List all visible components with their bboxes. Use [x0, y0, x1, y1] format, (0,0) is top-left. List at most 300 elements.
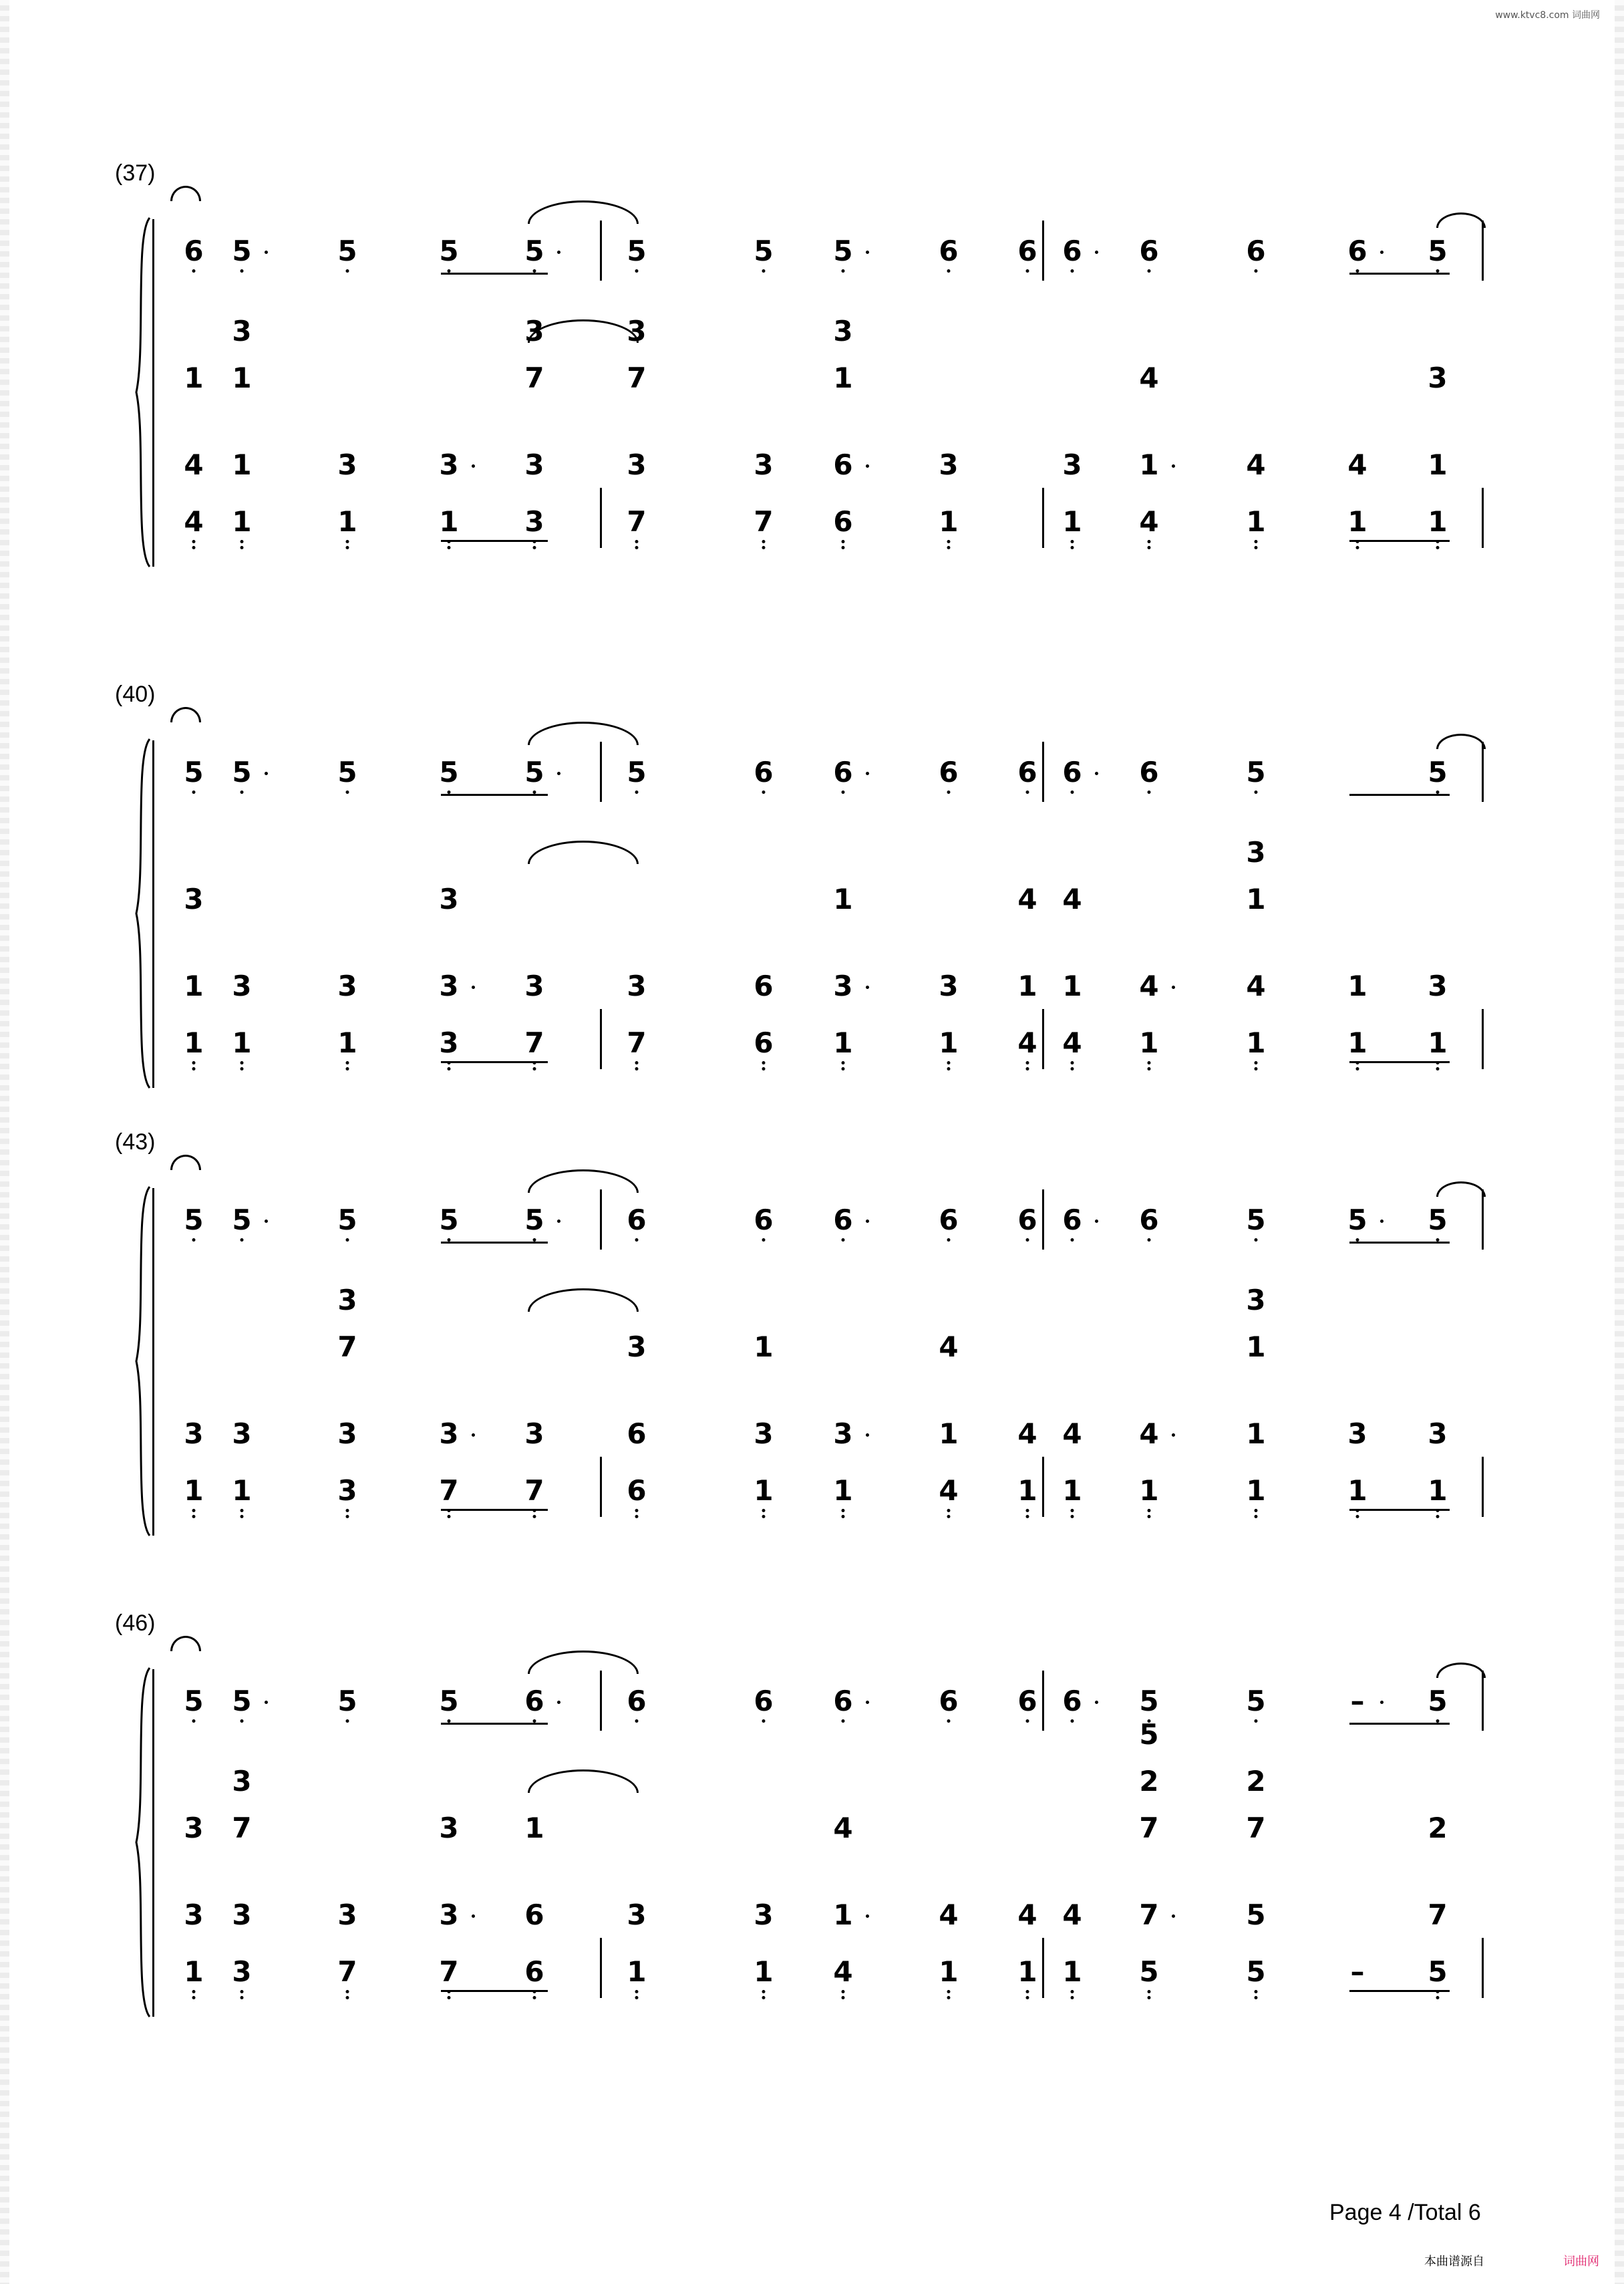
octave-dot	[346, 1990, 349, 1993]
note: 1	[439, 505, 459, 538]
note: 4	[1062, 1026, 1082, 1059]
octave-dot	[762, 791, 766, 794]
note: 1	[1017, 970, 1037, 1002]
octave-dot	[1148, 269, 1151, 273]
note: 7	[1139, 1812, 1159, 1844]
octave-dot	[842, 269, 845, 273]
octave-dot	[240, 1990, 244, 1993]
beam	[441, 273, 548, 275]
note: 6	[754, 1685, 774, 1717]
note: 5	[439, 1203, 459, 1236]
octave-dot	[1026, 1719, 1029, 1723]
octave-dot	[1255, 540, 1258, 543]
tie-slur	[1436, 1663, 1486, 1678]
note: 5	[1246, 1955, 1266, 1988]
page-indicator: Page 4 /Total 6	[1329, 2200, 1481, 2225]
octave-dot	[842, 1515, 845, 1518]
octave-dot	[240, 1509, 244, 1512]
note: 6	[754, 1203, 774, 1236]
barline	[600, 1189, 602, 1250]
octave-dot	[1255, 1719, 1258, 1723]
note: 1	[1347, 1474, 1367, 1507]
note: 3	[627, 448, 647, 481]
note: 3	[337, 1417, 357, 1450]
tie-slur	[170, 186, 201, 201]
note: 5	[833, 235, 853, 267]
octave-dot	[240, 1067, 244, 1070]
note: 6	[1062, 756, 1082, 789]
barline	[1042, 1189, 1044, 1250]
octave-dot	[1255, 1238, 1258, 1242]
tie-slur	[528, 841, 639, 864]
note: 4	[1139, 1417, 1159, 1450]
note: 1	[627, 1955, 647, 1988]
note: 3	[439, 1898, 459, 1931]
note: 6	[184, 235, 204, 267]
note: 3	[754, 448, 774, 481]
octave-dot	[192, 1719, 196, 1723]
note: 1	[1428, 505, 1448, 538]
barline	[1482, 1938, 1484, 1998]
note: 3	[337, 448, 357, 481]
augmentation-dot	[472, 464, 475, 468]
note: 6	[754, 970, 774, 1002]
octave-dot	[346, 546, 349, 549]
tie-slur	[170, 707, 201, 722]
note: 1	[939, 1026, 959, 1059]
note: 1	[1347, 970, 1367, 1002]
augmentation-dot	[557, 1220, 560, 1223]
octave-dot	[1148, 1061, 1151, 1064]
note: 6	[627, 1203, 647, 1236]
octave-dot	[762, 540, 766, 543]
note: 7	[232, 1812, 252, 1844]
octave-dot	[192, 540, 196, 543]
note: 6	[524, 1685, 544, 1717]
note: 4	[1017, 1417, 1037, 1450]
barline	[600, 488, 602, 548]
tie-slur	[528, 1769, 639, 1793]
note: 4	[1017, 883, 1037, 915]
octave-dot	[1148, 1515, 1151, 1518]
note: 7	[439, 1474, 459, 1507]
note: 6	[1017, 1203, 1037, 1236]
octave-dot	[240, 1061, 244, 1064]
octave-dot	[842, 1061, 845, 1064]
note: 3	[232, 1765, 252, 1798]
augmentation-dot	[557, 251, 560, 254]
note: 4	[1062, 883, 1082, 915]
octave-dot	[947, 1990, 951, 1993]
note: 4	[833, 1955, 853, 1988]
note: 3	[1062, 448, 1082, 481]
note: 5	[184, 1203, 204, 1236]
note: 7	[524, 362, 544, 394]
octave-dot	[1255, 269, 1258, 273]
octave-dot	[762, 1067, 766, 1070]
octave-dot	[1071, 1990, 1074, 1993]
note: 3	[439, 970, 459, 1002]
augmentation-dot	[1172, 464, 1175, 468]
note: 1	[232, 448, 252, 481]
beam	[441, 794, 548, 796]
note: 6	[939, 756, 959, 789]
octave-dot	[192, 1515, 196, 1518]
note: 7	[1246, 1812, 1266, 1844]
note: 6	[1139, 756, 1159, 789]
beam	[441, 540, 548, 542]
note: 3	[439, 1812, 459, 1844]
note: 3	[232, 1417, 252, 1450]
note: 6	[1062, 1203, 1082, 1236]
note: 4	[833, 1812, 853, 1844]
note: 5	[232, 1685, 252, 1717]
note: 1	[184, 970, 204, 1002]
note: 6	[627, 1417, 647, 1450]
bar-number: (46)	[115, 1610, 156, 1636]
note: 4	[939, 1898, 959, 1931]
octave-dot	[762, 269, 766, 273]
system-brace	[127, 736, 154, 1091]
note: 6	[524, 1955, 544, 1988]
octave-dot	[1071, 1996, 1074, 1999]
octave-dot	[1026, 1515, 1029, 1518]
note: 6	[939, 235, 959, 267]
barline	[1482, 1189, 1484, 1250]
note: 1	[1062, 970, 1082, 1002]
note: 2	[1428, 1812, 1448, 1844]
tie-slur	[1436, 212, 1486, 228]
augmentation-dot	[866, 772, 869, 775]
note: 3	[184, 1812, 204, 1844]
note: 6	[833, 1203, 853, 1236]
note: 5	[1428, 756, 1448, 789]
beam	[1349, 794, 1450, 796]
octave-dot	[1026, 1509, 1029, 1512]
octave-dot	[635, 540, 639, 543]
octave-dot	[346, 1067, 349, 1070]
note: 7	[627, 505, 647, 538]
note: 5	[232, 1203, 252, 1236]
note: 7	[524, 1474, 544, 1507]
note: 1	[184, 1955, 204, 1988]
system-brace	[127, 1665, 154, 2019]
tie-slur	[528, 722, 639, 745]
octave-dot	[1148, 1238, 1151, 1242]
octave-dot	[762, 1996, 766, 1999]
source-stamp: 本曲谱源自	[1424, 2255, 1484, 2269]
note: 6	[1062, 1685, 1082, 1717]
note: 5	[627, 756, 647, 789]
note: 1	[232, 1474, 252, 1507]
barline	[600, 1938, 602, 1998]
octave-dot	[192, 269, 196, 273]
octave-dot	[947, 546, 951, 549]
page-edge-left	[0, 0, 9, 2284]
note: 3	[232, 970, 252, 1002]
octave-dot	[346, 1238, 349, 1242]
note: 3	[524, 970, 544, 1002]
octave-dot	[1436, 1067, 1440, 1070]
barline	[1042, 1457, 1044, 1517]
note: 6	[627, 1685, 647, 1717]
octave-dot	[635, 1238, 639, 1242]
octave-dot	[192, 546, 196, 549]
octave-dot	[947, 1996, 951, 1999]
note: 5	[627, 235, 647, 267]
note: 7	[1428, 1898, 1448, 1931]
tie-slur	[528, 1169, 639, 1193]
octave-dot	[346, 269, 349, 273]
page-edge-right	[1615, 0, 1624, 2284]
augmentation-dot	[1380, 1701, 1384, 1704]
note: 1	[1428, 1474, 1448, 1507]
note: 7	[439, 1955, 459, 1988]
octave-dot	[762, 1509, 766, 1512]
note: 5	[337, 756, 357, 789]
note: 5	[1139, 1955, 1159, 1988]
octave-dot	[1026, 791, 1029, 794]
octave-dot	[635, 1509, 639, 1512]
octave-dot	[1026, 1996, 1029, 1999]
note: 1	[1246, 1417, 1266, 1450]
note: 5	[439, 235, 459, 267]
note: 1	[939, 1417, 959, 1450]
octave-dot	[635, 1061, 639, 1064]
octave-dot	[842, 1067, 845, 1070]
octave-dot	[635, 1067, 639, 1070]
note: 6	[1246, 235, 1266, 267]
beam	[1349, 1242, 1450, 1244]
octave-dot	[1356, 1515, 1359, 1518]
note: 6	[524, 1898, 544, 1931]
note: –	[1350, 1955, 1365, 1988]
note: 2	[1246, 1765, 1266, 1798]
note: 1	[1017, 1955, 1037, 1988]
note: 3	[939, 448, 959, 481]
note: 6	[627, 1474, 647, 1507]
augmentation-dot	[1380, 251, 1384, 254]
note: 3	[1347, 1417, 1367, 1450]
augmentation-dot	[1095, 1220, 1098, 1223]
note: 3	[184, 1898, 204, 1931]
note: 3	[184, 1417, 204, 1450]
octave-dot	[192, 1990, 196, 1993]
note: 7	[627, 1026, 647, 1059]
octave-dot	[240, 1515, 244, 1518]
octave-dot	[1071, 1061, 1074, 1064]
note: 5	[1428, 235, 1448, 267]
note: 1	[754, 1330, 774, 1363]
note: 3	[754, 1898, 774, 1931]
note: 1	[1246, 883, 1266, 915]
augmentation-dot	[472, 986, 475, 989]
octave-dot	[346, 540, 349, 543]
octave-dot	[192, 1996, 196, 1999]
tie-slur	[528, 1651, 639, 1674]
note: 5	[337, 1203, 357, 1236]
barline	[1042, 1009, 1044, 1069]
octave-dot	[1148, 540, 1151, 543]
note: 3	[939, 970, 959, 1002]
note: 7	[754, 505, 774, 538]
tie-slur	[170, 1636, 201, 1651]
octave-dot	[947, 269, 951, 273]
octave-dot	[240, 1238, 244, 1242]
beam	[441, 1509, 548, 1511]
note: 6	[1347, 235, 1367, 267]
octave-dot	[533, 1515, 536, 1518]
octave-dot	[1148, 1509, 1151, 1512]
note: 1	[939, 1955, 959, 1988]
tie-slur	[1436, 1181, 1486, 1197]
octave-dot	[346, 1719, 349, 1723]
octave-dot	[448, 1515, 451, 1518]
note: 3	[232, 315, 252, 347]
octave-dot	[1071, 269, 1074, 273]
octave-dot	[947, 1238, 951, 1242]
octave-dot	[635, 1996, 639, 1999]
note: 5	[754, 235, 774, 267]
augmentation-dot	[866, 464, 869, 468]
note: 5	[184, 1685, 204, 1717]
octave-dot	[1071, 1719, 1074, 1723]
note: 4	[1139, 970, 1159, 1002]
octave-dot	[1071, 546, 1074, 549]
note: 6	[833, 448, 853, 481]
note: 3	[439, 883, 459, 915]
tie-slur	[1436, 734, 1486, 749]
octave-dot	[1148, 1067, 1151, 1070]
note: 6	[1017, 1685, 1037, 1717]
augmentation-dot	[1095, 1701, 1098, 1704]
note: 7	[1139, 1898, 1159, 1931]
barline	[600, 1457, 602, 1517]
note: 5	[1428, 1203, 1448, 1236]
augmentation-dot	[866, 1220, 869, 1223]
note: 1	[1062, 1474, 1082, 1507]
note: 1	[524, 1812, 544, 1844]
octave-dot	[762, 1990, 766, 1993]
note: 4	[939, 1330, 959, 1363]
note: 1	[337, 505, 357, 538]
note: 3	[439, 1417, 459, 1450]
note: 5	[1428, 1955, 1448, 1988]
octave-dot	[1071, 1067, 1074, 1070]
tie-slur	[528, 1288, 639, 1312]
note: 4	[1062, 1417, 1082, 1450]
note: 5	[524, 1203, 544, 1236]
note: 5	[1139, 1685, 1159, 1717]
octave-dot	[635, 1515, 639, 1518]
note: 1	[1428, 1026, 1448, 1059]
beam	[1349, 1723, 1450, 1725]
note: 7	[337, 1955, 357, 1988]
note: 5	[439, 1685, 459, 1717]
octave-dot	[842, 546, 845, 549]
barline	[1482, 1457, 1484, 1517]
beam	[1349, 1061, 1450, 1063]
octave-dot	[1148, 546, 1151, 549]
system-brace	[127, 1184, 154, 1538]
note: 3	[439, 1026, 459, 1059]
octave-dot	[240, 540, 244, 543]
note: 3	[232, 1898, 252, 1931]
barline	[1482, 221, 1484, 281]
system-brace	[127, 215, 154, 569]
note: 3	[232, 1955, 252, 1988]
note: 3	[627, 315, 647, 347]
note: 4	[1139, 505, 1159, 538]
note: 1	[1347, 1026, 1367, 1059]
note: 5	[1428, 1685, 1448, 1717]
beam	[441, 1990, 548, 1992]
augmentation-dot	[265, 772, 268, 775]
octave-dot	[1436, 1996, 1440, 1999]
octave-dot	[762, 1515, 766, 1518]
octave-dot	[947, 1509, 951, 1512]
beam	[1349, 1990, 1450, 1992]
note: 1	[1139, 1474, 1159, 1507]
note: 5	[1347, 1203, 1367, 1236]
octave-dot	[1026, 1990, 1029, 1993]
barline	[1042, 1671, 1044, 1731]
note: 7	[627, 362, 647, 394]
note: 5	[1246, 1203, 1266, 1236]
augmentation-dot	[1095, 251, 1098, 254]
octave-dot	[346, 1509, 349, 1512]
note: 3	[184, 883, 204, 915]
octave-dot	[842, 1990, 845, 1993]
augmentation-dot	[557, 772, 560, 775]
octave-dot	[240, 1996, 244, 1999]
octave-dot	[947, 791, 951, 794]
octave-dot	[1255, 1990, 1258, 1993]
beam	[1349, 540, 1450, 542]
octave-dot	[1255, 1067, 1258, 1070]
octave-dot	[1356, 1067, 1359, 1070]
augmentation-dot	[557, 1701, 560, 1704]
octave-dot	[192, 1061, 196, 1064]
note: 5	[1246, 756, 1266, 789]
note: 5	[1246, 1898, 1266, 1931]
barline	[1482, 1009, 1484, 1069]
octave-dot	[448, 546, 451, 549]
octave-dot	[192, 1509, 196, 1512]
octave-dot	[1071, 540, 1074, 543]
note: 4	[184, 505, 204, 538]
octave-dot	[635, 791, 639, 794]
note: 3	[627, 1898, 647, 1931]
octave-dot	[842, 1509, 845, 1512]
octave-dot	[448, 1996, 451, 1999]
octave-dot	[192, 1067, 196, 1070]
octave-dot	[1071, 791, 1074, 794]
augmentation-dot	[1172, 1914, 1175, 1918]
note: 6	[833, 1685, 853, 1717]
octave-dot	[1071, 1238, 1074, 1242]
note: 3	[1246, 836, 1266, 869]
note: 3	[627, 1330, 647, 1363]
octave-dot	[762, 1238, 766, 1242]
note: 1	[184, 1474, 204, 1507]
octave-dot	[1071, 1509, 1074, 1512]
note: 6	[1062, 235, 1082, 267]
note: 2	[1139, 1765, 1159, 1798]
note: 1	[232, 1026, 252, 1059]
note: 5	[524, 756, 544, 789]
octave-dot	[533, 1996, 536, 1999]
